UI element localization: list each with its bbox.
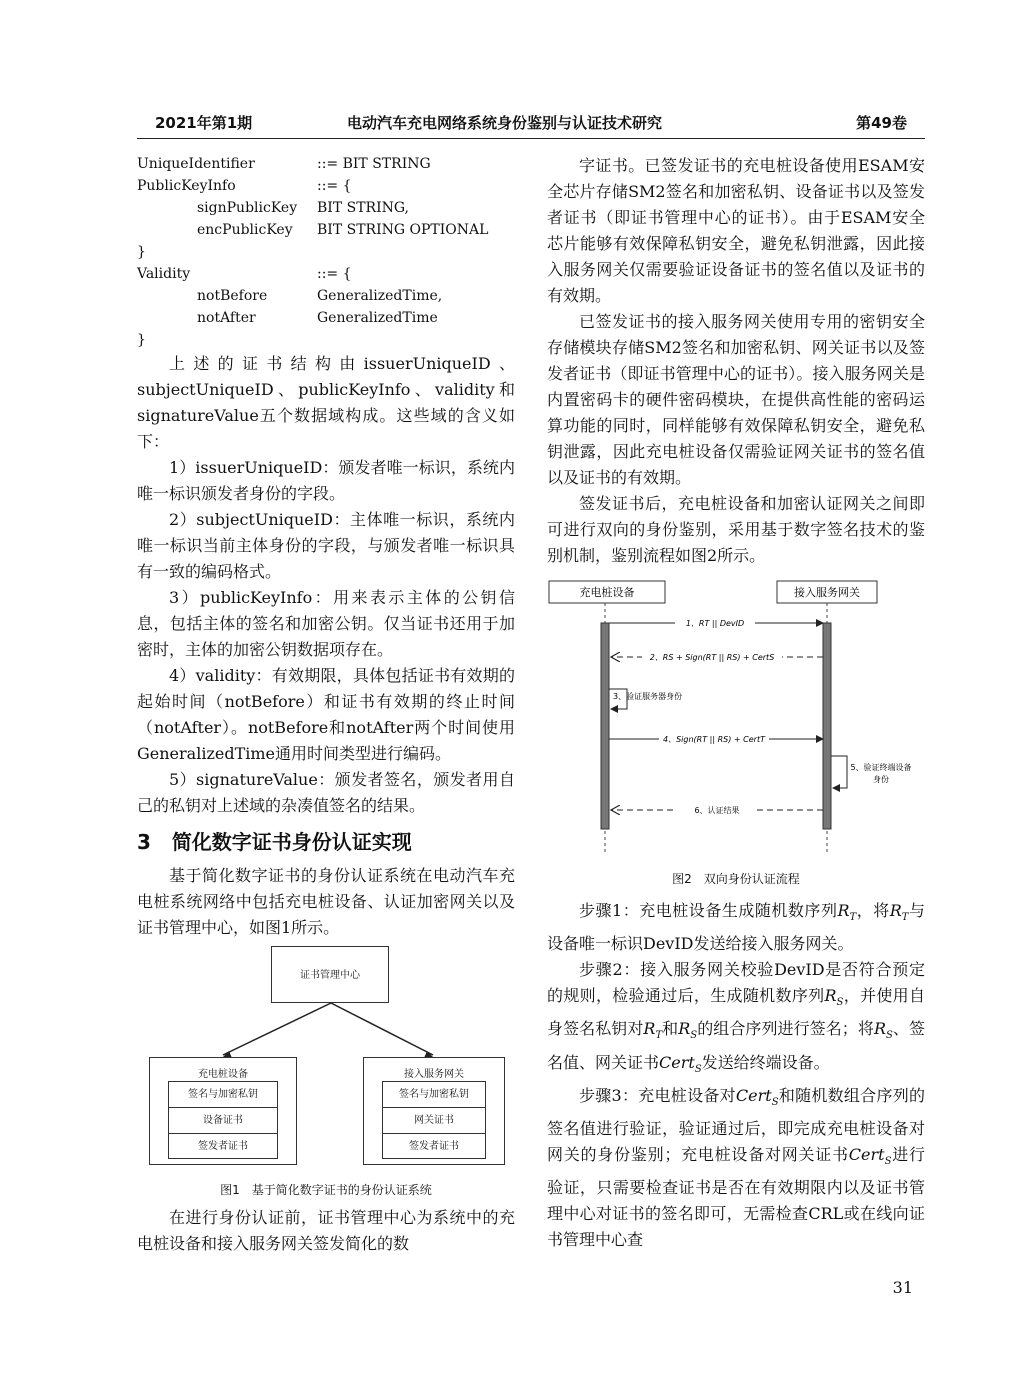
paragraph: 在进行身份认证前，证书管理中心为系统中的充电桩设备和接入服务网关签发简化的数 bbox=[137, 1208, 515, 1253]
paragraph: 已签发证书的接入服务网关使用专用的密钥安全存储模块存储SM2签名和加密私钥、网关证书以及签发者证书（即证书管理中心的证书）。接入服务网关是内置密码卡的硬件密码模块，在提供高性能的密码运算功能的同时，同样能够有效保障私钥安全，避免私钥泄露，因此充电桩设备仅需验证网关证书的签名值以及证书的有效期。 bbox=[547, 312, 925, 487]
code-keyword: } bbox=[137, 244, 146, 260]
code-type: BIT STRING OPTIONAL bbox=[317, 222, 489, 238]
gateway-item: 签名与加密私钥 bbox=[383, 1082, 485, 1108]
paragraph: 上述的证书结构由issuerUniqueID、subjectUniqueID、publicKeyInfo、validity和signatureValue五个数据域构成。这些域的含义如下： bbox=[137, 354, 515, 451]
message-4: 4、Sign(RT || RS) + CertT bbox=[663, 735, 765, 744]
message-5b: 身份 bbox=[873, 775, 889, 784]
code-type: ::= BIT STRING bbox=[317, 156, 431, 172]
right-paragraphs bbox=[547, 153, 925, 569]
field-definitions bbox=[137, 351, 515, 819]
charger-box: 充电桩设备 签名与加密私钥 设备证书 签发者证书 bbox=[149, 1057, 297, 1165]
charger-item: 设备证书 bbox=[169, 1108, 277, 1134]
message-5a: 5、验证终端设备 bbox=[850, 763, 912, 772]
issue-label: 2021年第1期 bbox=[155, 114, 253, 132]
volume-label: 第49卷 bbox=[856, 114, 907, 132]
code-type: ::= { bbox=[317, 178, 352, 194]
running-header bbox=[137, 110, 925, 139]
charger-item: 签发者证书 bbox=[198, 1141, 248, 1152]
gateway-box: 接入服务网关 签名与加密私钥 网关证书 签发者证书 bbox=[363, 1057, 505, 1165]
code-keyword: Validity bbox=[137, 266, 191, 282]
message-1: 1、RT || DevID bbox=[685, 619, 745, 628]
section-intro bbox=[137, 863, 515, 941]
code-field: notBefore bbox=[197, 288, 268, 304]
message-6: 6、认证结果 bbox=[694, 806, 740, 815]
paragraph: 字证书。已签发证书的充电桩设备使用ESAM安全芯片存储SM2签名和加密私钥、设备证书以及签发者证书（即证书管理中心的证书）。由于ESAM安全芯片能够有效保障私钥安全，避免私钥泄露，因此接入服务网关仅需要验证设备证书的签名值以及证书的有效期。 bbox=[547, 156, 925, 305]
actor-gateway: 接入服务网关 bbox=[794, 586, 860, 599]
code-type: ::= { bbox=[317, 266, 352, 282]
figure-1-caption: 图1 基于简化数字证书的身份认证系统 bbox=[220, 1183, 432, 1197]
code-field: encPublicKey bbox=[197, 222, 293, 238]
actor-charger: 充电桩设备 bbox=[579, 586, 635, 599]
sequence-diagram bbox=[547, 579, 925, 864]
paragraph: 基于简化数字证书的身份认证系统在电动汽车充电桩系统网络中包括充电桩设备、认证加密网关以及证书管理中心，如图1所示。 bbox=[137, 866, 515, 937]
paragraph: 5）signatureValue：颁发者签名，颁发者用自己的私钥对上述域的杂凑值签名的结果。 bbox=[137, 770, 515, 815]
running-title: 电动汽车充电网络系统身份鉴别与认证技术研究 bbox=[347, 114, 663, 132]
page-number: 31 bbox=[892, 1278, 913, 1297]
paragraph: 4）validity：有效期限，具体包括证书有效期的起始时间（notBefore）和证书有效期的终止时间（notAfter）。notBefore和notAfter两个时间使用GeneralizedTime通用时间类型进行编码。 bbox=[137, 666, 515, 763]
paragraph: 1）issuerUniqueID：颁发者唯一标识，系统内唯一标识颁发者身份的字段。 bbox=[137, 458, 515, 503]
paragraph: 3）publicKeyInfo：用来表示主体的公钥信息，包括主体的签名和加密公钥。仅当证书还用于加密时，主体的加密公钥数据项存在。 bbox=[137, 588, 515, 659]
code-field: notAfter bbox=[197, 310, 256, 326]
asn1-code-block bbox=[137, 153, 515, 351]
message-2: 2、RS + Sign(RT || RS) + CertS bbox=[649, 653, 775, 662]
right-column bbox=[547, 153, 925, 1253]
charger-item: 签名与加密私钥 bbox=[169, 1082, 277, 1108]
figure-1 bbox=[137, 941, 515, 1181]
step-paragraphs bbox=[547, 898, 925, 1253]
step-paragraph: 步骤1：充电桩设备生成随机数序列$R_T$，将$R_T$与设备唯一标识DevID发送给接入服务网关。 bbox=[547, 901, 925, 954]
figure-2-caption: 图2 双向身份认证流程 bbox=[672, 872, 800, 886]
paragraph: 2）subjectUniqueID：主体唯一标识，系统内唯一标识当前主体身份的字段，与颁发者唯一标识具有一致的编码格式。 bbox=[137, 510, 515, 581]
figure-2 bbox=[547, 579, 925, 864]
code-keyword: UniqueIdentifier bbox=[137, 156, 255, 172]
code-type: GeneralizedTime bbox=[317, 310, 438, 326]
left-final-paragraph bbox=[137, 1205, 515, 1257]
gateway-item: 网关证书 bbox=[383, 1108, 485, 1134]
step-paragraph: 步骤3：充电桩设备对Cert$_S$和随机数组合序列的签名值进行验证，验证通过后，即完成充电桩设备对网关的身份鉴别；充电桩设备对网关证书Cert$_S$进行验证，只需要检查证书是否在有效期限内以及证书管理中心对证书的签名即可，无需检查CRL或在线向证书管理中心查 bbox=[547, 1085, 925, 1250]
step-paragraph: 步骤2：接入服务网关校验DevID是否符合预定的规则，检验通过后，生成随机数序列$R_S$，并使用自身签名私钥对$R_T$和$R_S$的组合序列进行签名；将$R_S$、签名值、网关证书Cert$_S$发送给终端设备。 bbox=[547, 960, 925, 1075]
section-heading: 3 简化数字证书身份认证实现 bbox=[137, 830, 412, 854]
cert-center-box: 证书管理中心 bbox=[271, 946, 389, 1003]
code-field: signPublicKey bbox=[197, 200, 298, 216]
paragraph: 签发证书后，充电桩设备和加密认证网关之间即可进行双向的身份鉴别，采用基于数字签名技术的鉴别机制，鉴别流程如图2所示。 bbox=[547, 494, 925, 565]
message-3: 3、验证服务器身份 bbox=[613, 692, 683, 701]
code-keyword: } bbox=[137, 332, 146, 348]
code-keyword: PublicKeyInfo bbox=[137, 178, 236, 194]
gateway-item: 签发者证书 bbox=[409, 1141, 459, 1152]
code-type: GeneralizedTime, bbox=[317, 288, 443, 304]
left-column bbox=[137, 153, 515, 1257]
code-type: BIT STRING, bbox=[317, 200, 409, 216]
